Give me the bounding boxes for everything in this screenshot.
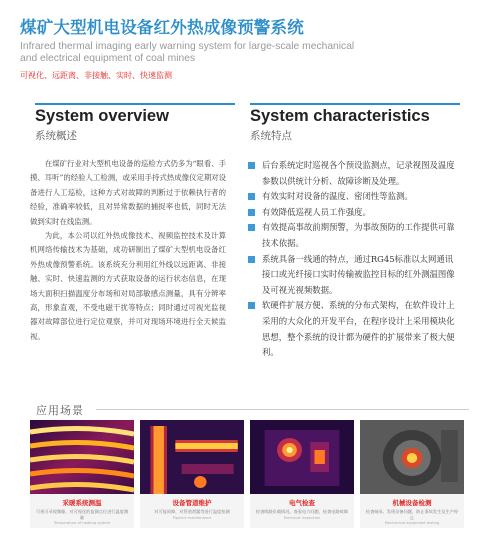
scene-desc: 检查轴承、发现设备问题，防止事故发生及生产停止 — [365, 509, 459, 520]
scene-card-mechanical — [360, 420, 464, 528]
overview-heading-zh: 系统概述 — [35, 130, 77, 142]
scene-title-en: Pipeline maintenance — [172, 515, 212, 520]
square-bullet-icon — [248, 224, 255, 231]
scene-desc: 对可能故障，对管道泄漏等进行温度检测 — [154, 509, 230, 514]
thermal-image-pipeline — [140, 420, 244, 494]
scene-desc: 可视可录视频像，对可视化的监测点位进行温度测量 — [35, 509, 129, 520]
characteristic-text: 系统具备一线通的特点，通过RG45标准以太网通讯接口或光纤接口实时传输被监控目标的红外测温图像及可视光视频数据。 — [262, 253, 455, 295]
applications-heading: 应用场景 — [36, 404, 84, 417]
scene-caption — [360, 494, 464, 528]
scene-card-electrical — [250, 420, 354, 528]
characteristic-item — [248, 205, 458, 221]
characteristic-text: 有效提高事故前期预警，为事故预防的工作提供可靠技术依据。 — [262, 222, 455, 248]
scene-title-en: Mechanical equipment testing — [384, 521, 440, 525]
page-title: 煤矿大型机电设备红外热成像预警系统 — [20, 18, 304, 37]
overview-paragraph: 在煤矿行业对大型机电设备的巡检方式仍多为“眼看、手摸、耳听”的经验人工检测，或采用手持式热成像仪定期对设备进行人工巡检，这种方式对故障的判断过于依赖执行者的经验，准确率较低，且对异常数据的捕捉率也低，同时无法做到实时在线监测。 — [30, 159, 226, 226]
applications-gallery — [30, 420, 464, 528]
overview-text — [30, 157, 226, 344]
scene-title: 电气检查 — [289, 499, 315, 507]
characteristics-heading — [250, 107, 430, 147]
overview-heading-bar — [35, 103, 235, 105]
scene-title-en: Electrical inspection — [283, 515, 321, 520]
square-bullet-icon — [248, 209, 255, 216]
applications-divider — [96, 409, 469, 410]
thermal-image-electrical — [250, 420, 354, 494]
scene-title: 采暖系统测温 — [62, 499, 102, 507]
characteristic-item — [248, 189, 458, 205]
scene-caption — [250, 494, 354, 528]
characteristics-list — [248, 158, 458, 361]
characteristic-item — [248, 252, 458, 299]
overview-paragraph: 为此，本公司以红外热成像技术、视频监控技术及计算机网络传输技术为基础，成功研制出了煤矿大型机电设备红外热成像预警系统。该系统充分利用红外线以远距离、非接触、实时、快速监测的方式获取设备的运行状态信息，在现场大面积扫描温度分布场和对局部敏感点测量，具有分辨率高，形象直观，不受电磁干扰等特点；同时通过可视光监视器对故障部位进行定位观察，并可对现场环境进行全天候监视。 — [30, 231, 226, 341]
characteristic-text: 有效降低巡视人员工作强度。 — [262, 206, 371, 217]
square-bullet-icon — [248, 193, 255, 200]
characteristics-heading-bar — [250, 103, 460, 105]
scene-title: 设备管道维护 — [172, 499, 212, 507]
scene-caption — [30, 494, 134, 528]
square-bullet-icon — [248, 302, 255, 309]
characteristic-item — [248, 158, 458, 189]
characteristics-heading-en: System characteristics — [250, 107, 430, 125]
characteristic-item — [248, 220, 458, 251]
characteristics-heading-zh: 系统特点 — [250, 130, 292, 142]
thermal-image-heating — [30, 420, 134, 494]
scene-card-heating — [30, 420, 134, 528]
thermal-image-mechanical — [360, 420, 464, 494]
scene-card-pipeline — [140, 420, 244, 528]
overview-heading-en: System overview — [35, 107, 169, 125]
tagline: 可视化、远距离、非接触、实时、快速监测 — [20, 71, 172, 80]
scene-title: 机械设备检测 — [392, 499, 432, 507]
page-subtitle-en: Infrared thermal imaging early warning system for large-scale mechanical and electrical equipment of coal mines — [20, 41, 355, 64]
scene-title-en: Temperature of heating system — [53, 521, 111, 525]
characteristic-item — [248, 298, 458, 360]
square-bullet-icon — [248, 162, 255, 169]
characteristic-text: 后台系统定时巡视各个预设监测点，记录视图及温度参数以供统计分析、故障诊断及处理。 — [262, 160, 455, 186]
scene-desc: 检查线路负载情况，查看电力问题，检查电路故障 — [255, 509, 349, 514]
characteristic-text: 软硬件扩展方便、系统的分布式架构，在软件设计上采用的大众化的开发平台，在程序设计上采用模块化思想，整个系统的设计都为硬件的扩展带来了极大便利。 — [262, 300, 455, 358]
square-bullet-icon — [248, 256, 255, 263]
scene-caption — [140, 494, 244, 528]
characteristic-text: 有效实时对设备的温度、密闭性等监测。 — [262, 191, 413, 202]
overview-heading — [35, 107, 169, 147]
